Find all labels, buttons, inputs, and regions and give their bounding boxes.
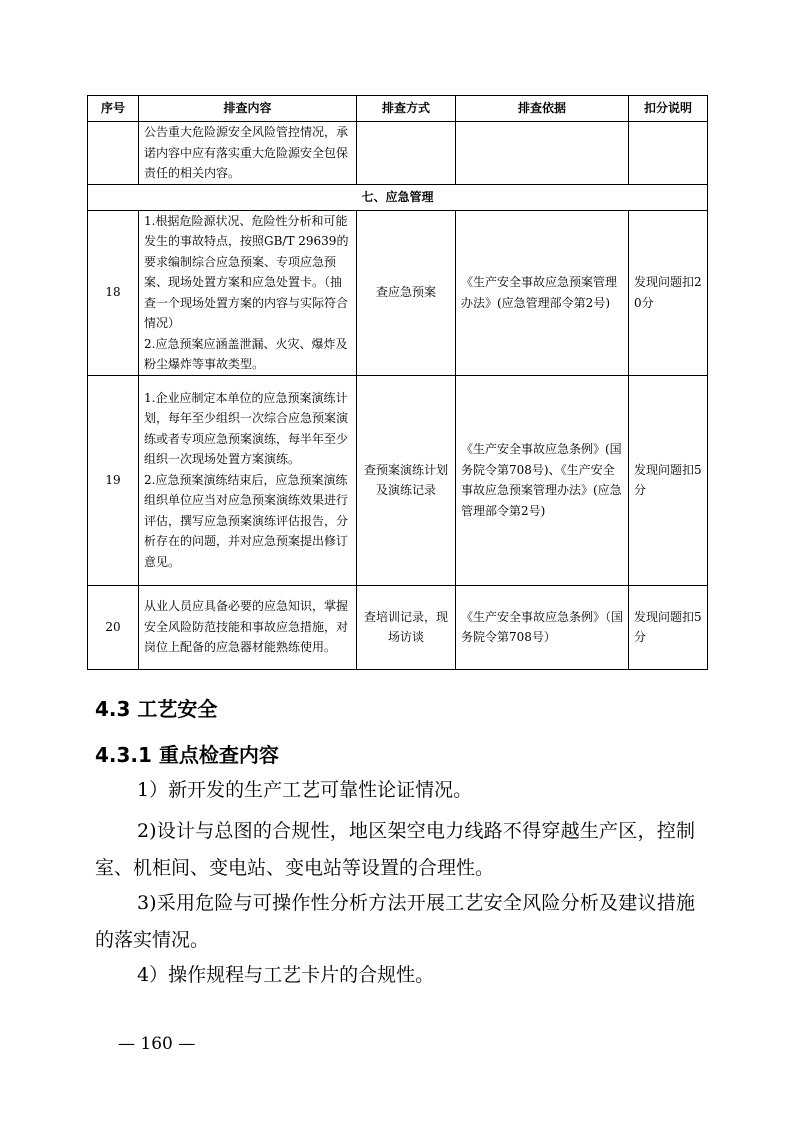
list-item: 4）操作规程与工艺卡片的合规性。 (137, 964, 435, 986)
list-item: 2)设计与总图的合规性，地区架空电力线路不得穿越生产区，控制室、机柜间、变电站、变电站等设置的合理性。 (95, 820, 695, 879)
header-deduction: 扣分说明 (629, 96, 708, 122)
content-line: 从业人员应具备必要的应急知识，掌握安全风险防范技能和事故应急措施，对岗位上配备的应急器材能熟练使用。 (144, 599, 349, 655)
cell-deduction (629, 122, 708, 185)
cell-content (139, 375, 357, 585)
page-number: — 160 — (118, 1034, 196, 1054)
list-item: 1）新开发的生产工艺可靠性论证情况。 (137, 779, 473, 801)
header-basis: 排查依据 (456, 96, 629, 122)
header-no: 序号 (88, 96, 139, 122)
cell-no: 20 (88, 585, 139, 669)
cell-content (139, 585, 357, 669)
cell-deduction: 发现问题扣5分 (629, 585, 708, 669)
cell-method: 查应急预案 (357, 210, 456, 375)
table-row-continued (88, 122, 708, 185)
content-line: 2.应急预案应涵盖泄漏、火灾、爆炸及粉尘爆炸等事故类型。 (144, 336, 348, 371)
cell-basis (456, 122, 629, 185)
inspection-table (87, 95, 708, 670)
table-row (88, 210, 708, 375)
cell-basis: 《生产安全事故应急条例》(国务院令第708号)、《生产安全事故应急预案管理办法》(应急管理部令第2号) (456, 375, 629, 585)
section-label: 七、应急管理 (88, 184, 708, 210)
header-content: 排查内容 (139, 96, 357, 122)
cell-no: 18 (88, 210, 139, 375)
cell-method (357, 122, 456, 185)
content-line: 1.根据危险源状况、危险性分析和可能发生的事故特点，按照GB/T 29639的要求编制综合应急预案、专项应急预案、现场处置方案和应急处置卡。（抽查一个现场处置方案的内容与实际符合情况） (144, 213, 349, 330)
cell-no (88, 122, 139, 185)
cell-deduction: 发现问题扣5分 (629, 375, 708, 585)
section-row (88, 184, 708, 210)
table-row (88, 375, 708, 585)
cell-method: 查培训记录，现场访谈 (357, 585, 456, 669)
subsection-title: 4.3.1 重点检查内容 (95, 743, 279, 767)
cell-deduction: 发现问题扣20分 (629, 210, 708, 375)
content-line: 2.应急预案演练结束后，应急预案演练组织单位应当对应急预案演练效果进行评估，撰写应急预案演练评估报告，分析存在的问题，并对应急预案提出修订意见。 (144, 472, 349, 569)
list-item: 3)采用危险与可操作性分析方法开展工艺安全风险分析及建议措施的落实情况。 (95, 892, 695, 951)
header-method: 排查方式 (357, 96, 456, 122)
content-line: 1.企业应制定本单位的应急预案演练计划，每年至少组织一次综合应急预案演练或者专项应急预案演练，每半年至少组织一次现场处置方案演练。 (144, 390, 349, 467)
cell-no: 19 (88, 375, 139, 585)
cell-content (139, 210, 357, 375)
section-title: 4.3 工艺安全 (95, 697, 218, 721)
table-header-row (88, 96, 708, 122)
cell-content: 公告重大危险源安全风险管控情况，承诺内容中应有落实重大危险源安全包保责任的相关内容。 (139, 122, 357, 185)
cell-basis: 《生产安全事故应急预案管理办法》(应急管理部令第2号) (456, 210, 629, 375)
table-row (88, 585, 708, 669)
cell-method: 查预案演练计划及演练记录 (357, 375, 456, 585)
cell-basis: 《生产安全事故应急条例》（国务院令第708号） (456, 585, 629, 669)
